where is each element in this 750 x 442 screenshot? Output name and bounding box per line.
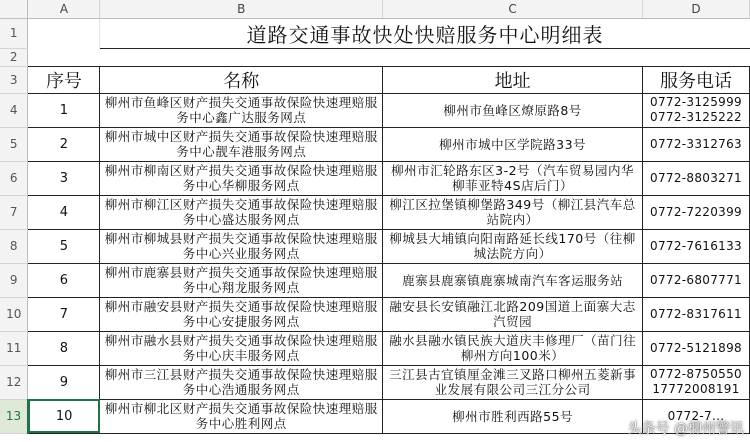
table-row [0,161,750,195]
column-header-d[interactable]: D [642,0,749,18]
sheet-title[interactable]: 道路交通事故快处快赔服务中心明细表 [100,18,750,48]
column-header-a[interactable]: A [28,0,100,18]
row-header-7[interactable]: 7 [0,195,28,229]
cell-index[interactable]: 1 [28,93,100,127]
row-header-1[interactable]: 1 [0,18,28,48]
cell-name[interactable]: 柳州市融水县财产损失交通事故保险快速理赔服务中心庆丰服务网点 [100,331,383,365]
cell-address[interactable]: 柳城县大埔镇向阳南路延长线170号（往柳城法院方向） [383,229,643,263]
row-header-11[interactable]: 11 [0,331,28,365]
cell-name[interactable]: 柳州市鱼峰区财产损失交通事故保险快速理赔服务中心鑫广达服务网点 [100,93,383,127]
cell-phone[interactable]: 0772-8803271 [642,161,749,195]
cell-index[interactable]: 6 [28,263,100,297]
cell-phone[interactable]: 0772-7220399 [642,195,749,229]
header-address[interactable]: 地址 [383,66,643,93]
cell-address[interactable]: 柳江区拉堡镇柳堡路349号（柳江县汽车总站院内） [383,195,643,229]
cell-name[interactable]: 柳州市柳城县财产损失交通事故保险快速理赔服务中心兴业服务网点 [100,229,383,263]
cell-index[interactable]: 7 [28,297,100,331]
cell-address[interactable]: 柳州市鱼峰区燎原路8号 [383,93,643,127]
table-row [0,297,750,331]
cell-index[interactable]: 9 [28,365,100,399]
cell-phone[interactable]: 0772-7616133 [642,229,749,263]
table-row [0,93,750,127]
row-header-10[interactable]: 10 [0,297,28,331]
cell-name[interactable]: 柳州市柳北区财产损失交通事故保险快速理赔服务中心胜利网点 [100,399,383,433]
cell-phone[interactable]: 0772-6807771 [642,263,749,297]
cell-name[interactable]: 柳州市三江县财产损失交通事故保险快速理赔服务中心浩通服务网点 [100,365,383,399]
cell-phone[interactable]: 0772-5121898 [642,331,749,365]
row-header-4[interactable]: 4 [0,93,28,127]
cell-index[interactable]: 5 [28,229,100,263]
cell-index[interactable]: 2 [28,127,100,161]
cell-phone[interactable]: 0772-8750550 17772008191 [642,365,749,399]
select-all-corner[interactable] [0,0,28,18]
table-row [0,229,750,263]
row-header-12[interactable]: 12 [0,365,28,399]
row-header-3[interactable]: 3 [0,66,28,93]
cell-name[interactable]: 柳州市柳南区财产损失交通事故保险快速理赔服务中心华柳服务网点 [100,161,383,195]
header-name[interactable]: 名称 [100,66,383,93]
cell-index[interactable]: 8 [28,331,100,365]
cell-address[interactable]: 三江县古宜镇厘金滩三叉路口柳州五菱新事业发展有限公司三江分公司 [383,365,643,399]
cell-phone[interactable]: 0772-3312763 [642,127,749,161]
cell-name[interactable]: 柳州市城中区财产损失交通事故保险快速理赔服务中心靓车港服务网点 [100,127,383,161]
cell-name[interactable]: 柳州市融安县财产损失交通事故保险快速理赔服务中心安捷服务网点 [100,297,383,331]
cell-index[interactable]: 4 [28,195,100,229]
row-header-5[interactable]: 5 [0,127,28,161]
row-header-6[interactable]: 6 [0,161,28,195]
cell-phone[interactable]: 0772-3125999 0772-3125222 [642,93,749,127]
cell-address[interactable]: 融安县长安镇融江北路209国道上面寨大志汽贸园 [383,297,643,331]
table-row [0,127,750,161]
cell-address[interactable]: 鹿寨县鹿寨镇鹿寨城南汽车客运服务站 [383,263,643,297]
header-phone[interactable]: 服务电话 [642,66,749,93]
header-index[interactable]: 序号 [28,66,100,93]
row-header-13[interactable]: 13 [0,399,28,433]
cell-address[interactable]: 柳州市汇轮路东区3-2号（汽车贸易园内华柳菲亚特4S店后门） [383,161,643,195]
cell-index[interactable]: 10 [28,399,100,433]
row-header-8[interactable]: 8 [0,229,28,263]
table-row [0,263,750,297]
row-header-9[interactable]: 9 [0,263,28,297]
table-row [0,195,750,229]
table-row [0,365,750,399]
cell-name[interactable]: 柳州市鹿寨县财产损失交通事故保险快速理赔服务中心翔龙服务网点 [100,263,383,297]
cell-address[interactable]: 融水县融水镇民族大道庆丰修理厂（苗门往柳州方向100米） [383,331,643,365]
cell-address[interactable]: 柳州市城中区学院路33号 [383,127,643,161]
column-header-b[interactable]: B [100,0,383,18]
column-header-c[interactable]: C [383,0,643,18]
row-header-2[interactable]: 2 [0,48,28,66]
table-row [0,331,750,365]
cell-phone[interactable]: 0772-8317611 [642,297,749,331]
cell-phone[interactable]: 0772-7... [642,399,749,433]
cell-name[interactable]: 柳州市柳江区财产损失交通事故保险快速理赔服务中心盛达服务网点 [100,195,383,229]
cell-index[interactable]: 3 [28,161,100,195]
watermark: 头条号 @柳州警讯 [627,421,744,437]
cell-address[interactable]: 柳州市胜利西路55号 [383,399,643,433]
